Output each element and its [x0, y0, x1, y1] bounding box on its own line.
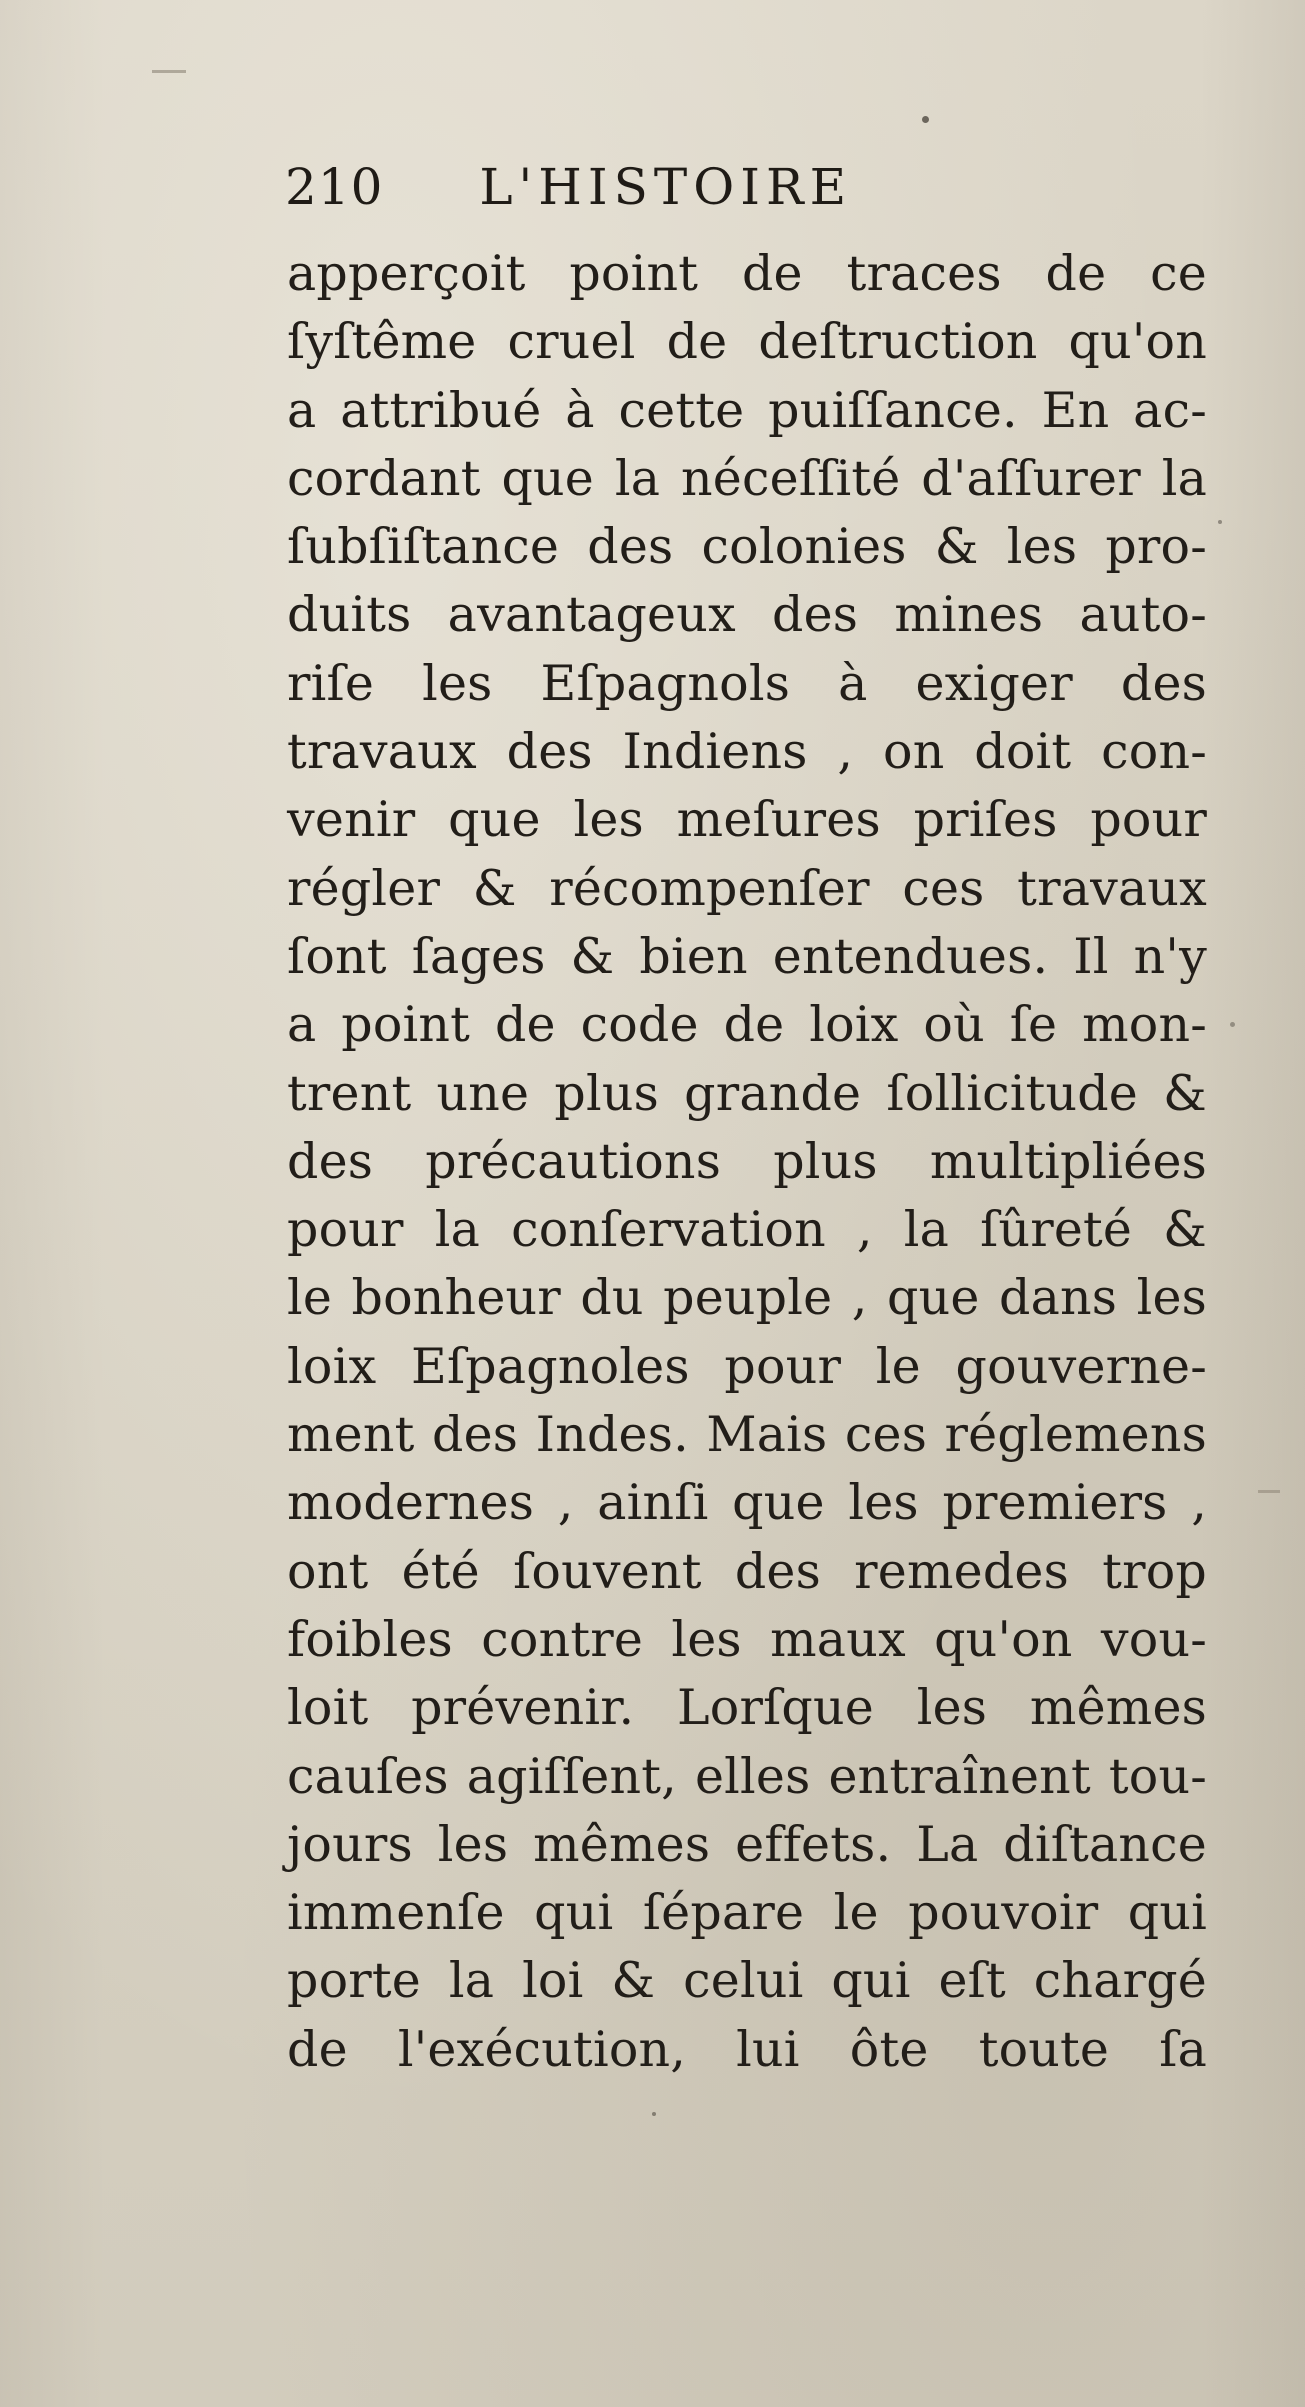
text-line: jours les mêmes effets. La diſtance: [287, 1815, 1207, 1873]
text-line: loit prévenir. Lorſque les mêmes: [287, 1679, 1207, 1737]
text-line: ſyſtême cruel de deſtruction qu'on: [287, 313, 1207, 371]
text-line: apperçoit point de traces de ce: [287, 245, 1207, 302]
text-line: riſe les Eſpagnols à exiger des: [287, 654, 1207, 712]
text-line: ment des Indes. Mais ces réglemens: [287, 1406, 1207, 1464]
text-line: a attribué à cette puiſſance. En ac-: [287, 381, 1207, 439]
text-line: travaux des Indiens , on doit con-: [287, 723, 1207, 781]
text-line: des précautions plus multipliées: [287, 1132, 1207, 1190]
text-line: de l'exécution, lui ôte toute ſa: [287, 2020, 1207, 2078]
text-line: cauſes agiſſent, elles entraînent tou-: [287, 1747, 1207, 1805]
text-line: venir que les meſures priſes pour: [287, 791, 1207, 849]
text-line: a point de code de loix où ſe mon-: [287, 996, 1207, 1054]
text-line: régler & récompenſer ces travaux: [287, 859, 1207, 917]
body-text: [287, 240, 1207, 2084]
running-title: L'HISTOIRE: [479, 158, 853, 216]
text-line: le bonheur du peuple , que dans les: [287, 1269, 1207, 1327]
text-line: modernes , ainſi que les premiers ,: [287, 1474, 1207, 1532]
text-line: foibles contre les maux qu'on vou-: [287, 1610, 1207, 1668]
page-number: 210: [285, 158, 384, 216]
text-line: ſubſiſtance des colonies & les pro-: [287, 518, 1207, 576]
text-line: immenſe qui ſépare le pouvoir qui: [287, 1884, 1207, 1942]
ink-speck: [1218, 520, 1222, 524]
ink-speck: [1230, 1022, 1235, 1027]
text-line: pour la conſervation , la ſûreté &: [287, 1201, 1207, 1259]
text-line: cordant que la néceſſité d'aſſurer la: [287, 449, 1207, 507]
text-line: ont été ſouvent des remedes trop: [287, 1542, 1207, 1600]
margin-mark: [152, 70, 186, 73]
ink-speck: [922, 116, 929, 123]
text-line: ſont ſages & bien entendues. Il n'y: [287, 927, 1207, 985]
text-line: porte la loi & celui qui eſt chargé: [287, 1952, 1207, 2010]
text-line: loix Eſpagnoles pour le gouverne-: [287, 1337, 1207, 1395]
page-header: [285, 152, 1045, 222]
ink-speck: [652, 2112, 656, 2116]
margin-mark: [1258, 1490, 1280, 1493]
text-line: trent une plus grande ſollicitude &: [287, 1064, 1207, 1122]
text-line: duits avantageux des mines auto-: [287, 586, 1207, 644]
